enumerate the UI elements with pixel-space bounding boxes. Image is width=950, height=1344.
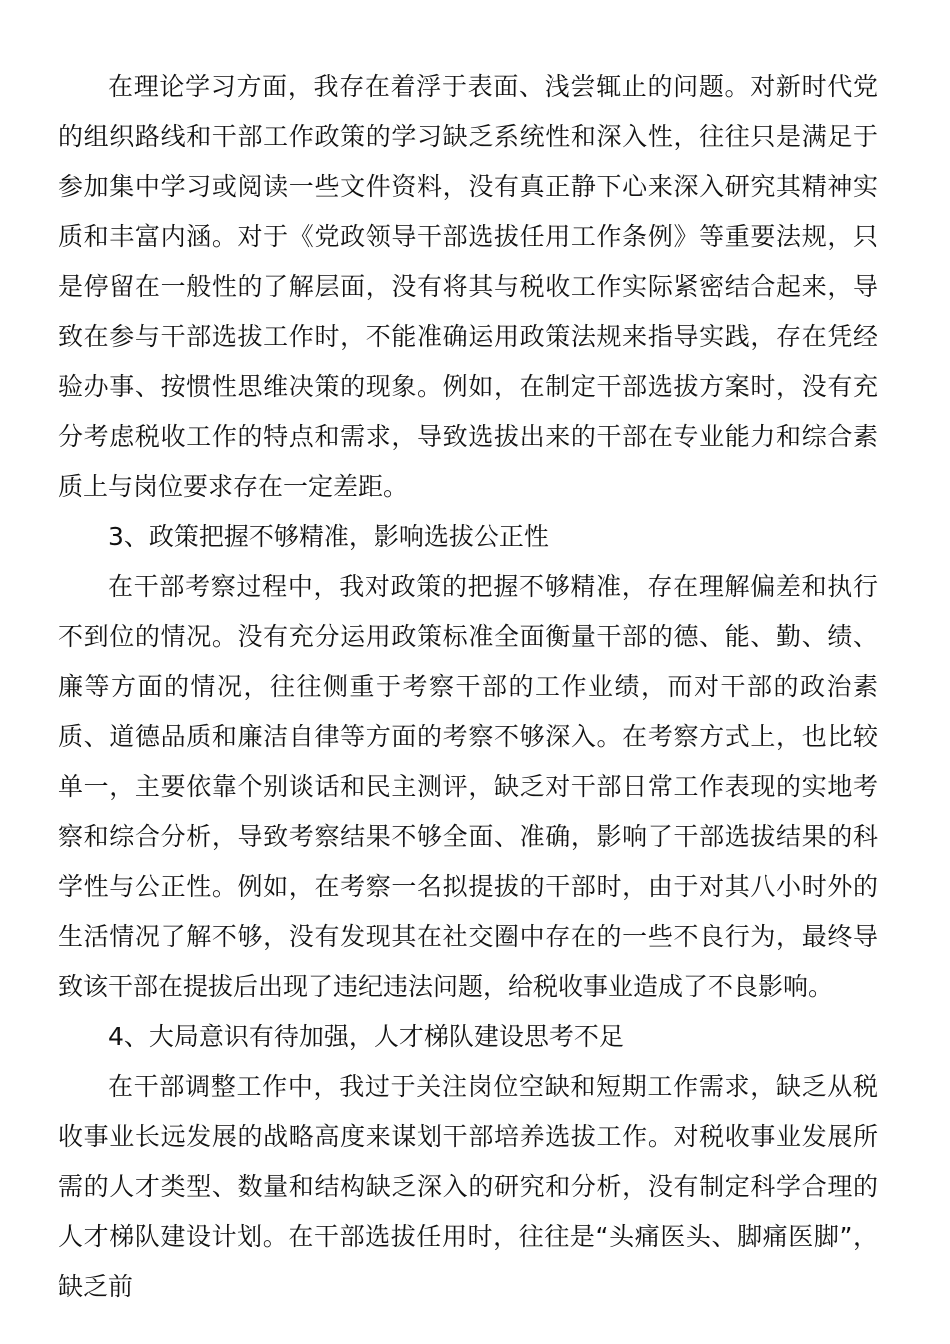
paragraph-theory-study: 在理论学习方面，我存在着浮于表面、浅尝辄止的问题。对新时代党的组织路线和干部工作政策的学习缺乏系统性和深入性，往往只是满足于参加集中学习或阅读一些文件资料，没有真正静下心来深入研究其精神实质和丰富内涵。对于《党政领导干部选拔任用工作条例》等重要法规，只是停留在一般性的了解层面，没有将其与税收工作实际紧密结合起来，导致在参与干部选拔工作时，不能准确运用政策法规来指导实践，存在凭经验办事、按惯性思维决策的现象。例如，在制定干部选拔方案时，没有充分考虑税收工作的特点和需求，导致选拔出来的干部在专业能力和综合素质上与岗位要求存在一定差距。	[58, 72, 878, 501]
paragraph-cadre-inspection: 在干部考察过程中，我对政策的把握不够精准，存在理解偏差和执行不到位的情况。没有充分运用政策标准全面衡量干部的德、能、勤、绩、廉等方面的情况，往往侧重于考察干部的工作业绩，而对干部的政治素质、道德品质和廉洁自律等方面的考察不够深入。在考察方式上，也比较单一，主要依靠个别谈话和民主测评，缺乏对干部日常工作表现的实地考察和综合分析，导致考察结果不够全面、准确，影响了干部选拔结果的科学性与公正性。例如，在考察一名拟提拔的干部时，由于对其八小时外的生活情况了解不够，没有发现其在社交圈中存在的一些不良行为，最终导致该干部在提拔后出现了违纪违法问题，给税收事业造成了不良影响。	[58, 572, 878, 1001]
heading-big-picture: 4、大局意识有待加强，人才梯队建设思考不足	[108, 1022, 624, 1051]
heading-policy-grasp: 3、政策把握不够精准，影响选拔公正性	[108, 522, 549, 551]
document-body	[58, 62, 878, 1312]
paragraph-cadre-adjustment: 在干部调整工作中，我过于关注岗位空缺和短期工作需求，缺乏从税收事业长远发展的战略高度来谋划干部培养选拔工作。对税收事业发展所需的人才类型、数量和结构缺乏深入的研究和分析，没有制定科学合理的人才梯队建设计划。在干部选拔任用时，往往是“头痛医头、脚痛医脚”，缺乏前	[58, 1072, 878, 1301]
